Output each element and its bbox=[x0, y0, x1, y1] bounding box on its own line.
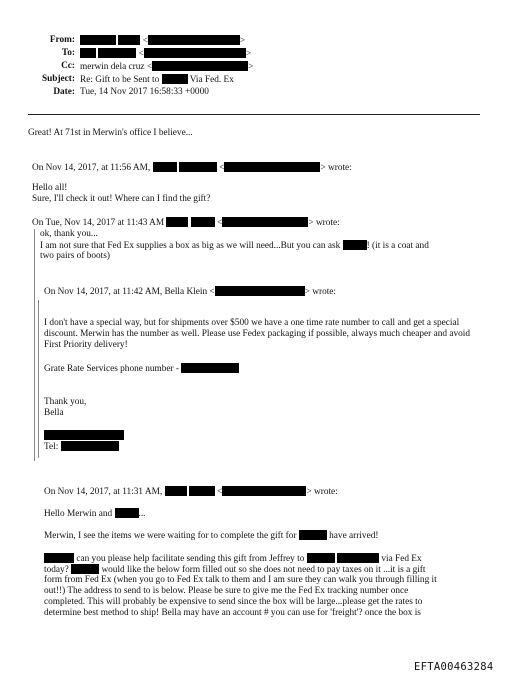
message-text: I am not sure that Fed Ex supplies a box as big as we will need...But you can ask bbox=[40, 241, 341, 251]
redaction-box bbox=[222, 486, 306, 496]
wrote-text: wrote: bbox=[315, 218, 340, 228]
message-line bbox=[44, 508, 145, 520]
redaction-box bbox=[166, 217, 188, 227]
redaction-box bbox=[115, 508, 139, 518]
redaction-box bbox=[189, 486, 215, 496]
redaction-box bbox=[71, 564, 99, 574]
redaction-box bbox=[80, 48, 96, 58]
message-line: Sure, I'll check it out! Where can I find the gift? bbox=[32, 194, 211, 204]
redaction-box bbox=[179, 162, 217, 172]
redaction-box bbox=[222, 217, 308, 227]
quote-intro-4: On Nov 14, 2017, at 11:31 AM, < > wrote: bbox=[44, 487, 338, 497]
message-line: completed. This will probably be expensive to send since the box will be large...please get the rates to bbox=[44, 597, 423, 607]
signature-name: Bella bbox=[44, 408, 64, 418]
redaction-box bbox=[98, 48, 136, 58]
rate-line bbox=[44, 363, 239, 375]
message-text: Hello Merwin and bbox=[44, 509, 113, 519]
redaction-box bbox=[299, 530, 327, 540]
wrote-text: > wrote: bbox=[306, 487, 338, 497]
message-text: Grate Rate Services phone number - bbox=[44, 364, 180, 374]
wrote-text: wrote: bbox=[328, 163, 352, 173]
tel-line bbox=[44, 441, 119, 453]
redaction-box bbox=[224, 162, 320, 172]
message-text: can you please help facilitate sending this gift from Jeffrey to bbox=[76, 554, 305, 564]
to-value: < > bbox=[80, 48, 251, 60]
redaction-box bbox=[152, 61, 248, 71]
message-line: two pairs of boots) bbox=[40, 251, 110, 261]
quote-intro-2: On Tue, Nov 14, 2017 at 11:43 AM < > wrote: bbox=[32, 218, 340, 228]
message-line: out!!) The address to send to is below. Please be sure to give me the Fed Ex tracking number once bbox=[44, 586, 409, 596]
quote-intro-text: On Nov 14, 2017, at 11:56 AM, bbox=[32, 163, 151, 173]
redaction-box bbox=[44, 553, 74, 563]
quote-intro-3 bbox=[44, 286, 336, 298]
message-line: form from Fed Ex (when you go to Fed Ex talk to them and I am sure they can walk you through filling it bbox=[44, 575, 437, 585]
to-label: To: bbox=[61, 48, 75, 58]
quote-intro-text: On Tue, Nov 14, 2017 at 11:43 AM bbox=[32, 218, 165, 228]
redaction-box bbox=[181, 363, 239, 373]
message-line: ok, thank you... bbox=[40, 229, 98, 239]
message-line: determine best method to ship! Bella may have an account # you can use for 'freight'? once the box is bbox=[44, 608, 421, 618]
message-text-end: ... bbox=[138, 509, 146, 519]
redaction-box bbox=[118, 35, 140, 45]
redaction-box bbox=[165, 486, 187, 496]
message-line bbox=[44, 530, 378, 542]
redaction-box bbox=[80, 35, 116, 45]
redaction-box bbox=[337, 553, 379, 563]
cc-value: merwin dela cruz < > bbox=[80, 62, 254, 72]
tel-label: Tel: bbox=[44, 442, 59, 452]
subject-text: Re: Gift to be Sent to bbox=[80, 75, 160, 85]
message-text-end: via Fed Ex bbox=[381, 554, 422, 564]
redaction-box bbox=[215, 286, 305, 296]
redaction-box bbox=[162, 74, 188, 84]
cc-label: Cc: bbox=[61, 61, 75, 71]
redaction-box bbox=[153, 162, 177, 172]
subject-value bbox=[80, 74, 234, 86]
from-label: From: bbox=[49, 35, 75, 45]
cc-name: merwin dela cruz bbox=[80, 62, 145, 72]
redaction-box bbox=[44, 430, 124, 440]
redaction-box bbox=[148, 35, 240, 45]
message-text: today? bbox=[44, 565, 69, 575]
subject-text-end: Via Fed. Ex bbox=[189, 75, 234, 85]
quote-intro-text: On Nov 14, 2017, at 11:31 AM, bbox=[44, 487, 163, 497]
quote-intro-1: On Nov 14, 2017, at 11:56 AM, < > wrote: bbox=[32, 163, 352, 173]
message-text: Merwin, I see the items we were waiting for to complete the gift for bbox=[44, 531, 297, 541]
quote-intro-text: On Nov 14, 2017, at 11:42 AM, Bella Klein < bbox=[44, 287, 215, 297]
message-paragraph: I don't have a special way, but for shipments over $500 we have a one time rate number to call and get a special discount. Merwin has the number as well. Please use Fedex packaging if possible, always much cheaper and avoid First Priority delivery! bbox=[44, 318, 470, 350]
message-line: Thank you, bbox=[44, 397, 87, 407]
message-line: Hello all! bbox=[32, 183, 68, 193]
redaction-box bbox=[343, 240, 367, 250]
document-id: EFTA00463284 bbox=[414, 661, 494, 673]
date-label: Date: bbox=[53, 87, 75, 97]
redaction-box bbox=[191, 217, 215, 227]
quote-bar bbox=[34, 229, 35, 461]
redaction-box bbox=[307, 553, 335, 563]
date-value: Tue, 14 Nov 2017 16:58:33 +0000 bbox=[80, 87, 209, 97]
message-text-end: would like the below form filled out so she does not need to pay taxes on it ...it is a gift bbox=[101, 565, 426, 575]
opening-line: Great! At 71st in Merwin's office I believe... bbox=[28, 128, 193, 138]
subject-label: Subject: bbox=[41, 74, 75, 84]
redaction-box bbox=[61, 441, 119, 451]
wrote-text: > wrote: bbox=[304, 287, 337, 297]
from-value: < > bbox=[80, 35, 245, 47]
redaction-box bbox=[144, 48, 246, 58]
header-divider bbox=[28, 114, 480, 115]
message-text-end: have arrived! bbox=[329, 531, 379, 541]
message-text-end: ! (it is a coat and bbox=[366, 241, 429, 251]
quote-bar bbox=[38, 300, 39, 458]
